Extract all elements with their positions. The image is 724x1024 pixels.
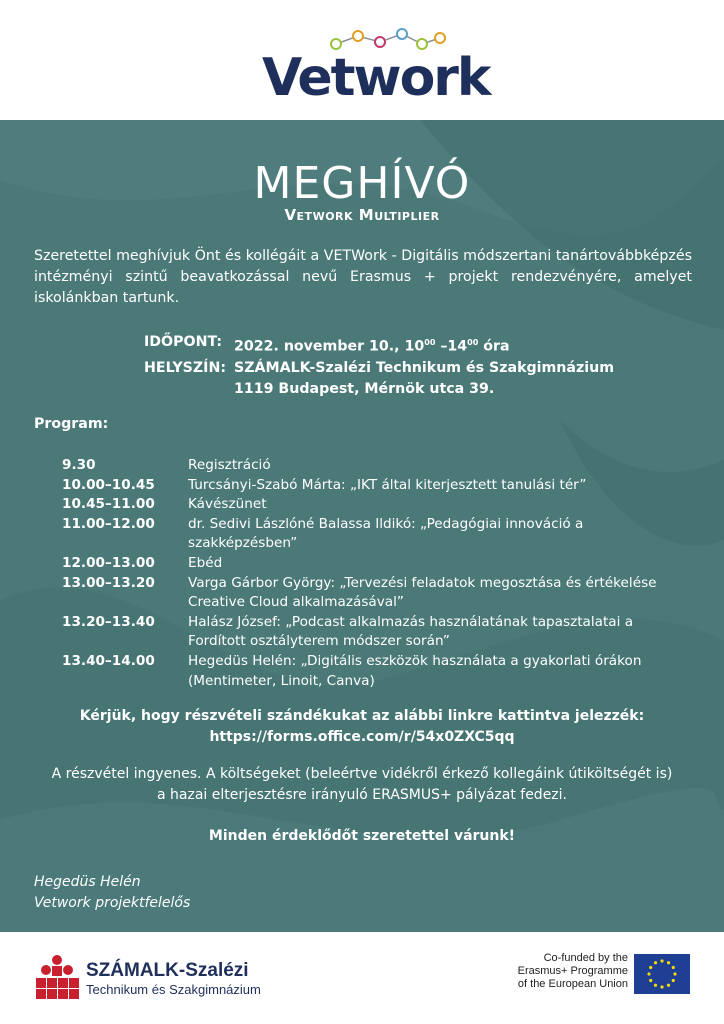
welcome-line: Minden érdeklődőt szeretettel várunk!	[208, 828, 516, 844]
cost-note-line1: A részvétel ingyenes. A költségeket (beleértve vidékről érkező kollegáink útiköltségét is)	[51, 766, 673, 782]
school-subtitle: Technikum és Szakgimnázium	[86, 982, 261, 997]
program-time: 10.00–10.45	[62, 476, 155, 493]
eu-star	[654, 984, 657, 987]
signer-name: Hegedüs Helén	[34, 874, 141, 890]
registration-link[interactable]: https://forms.office.com/r/54x0ZXC5qq	[209, 729, 515, 745]
program-description: Hegedüs Helén: „Digitális eszközök használata a gyakorlati órákon (Mentimeter, Linoit, Canva)	[188, 652, 642, 689]
cost-note	[0, 764, 724, 806]
program-description: Turcsányi-Szabó Márta: „IKT által kiterjesztett tanulási tér”	[188, 476, 587, 493]
eu-star	[672, 966, 675, 969]
eu-star	[660, 959, 663, 962]
signature	[34, 872, 190, 914]
eu-star	[649, 979, 652, 982]
program-row	[62, 554, 702, 574]
event-details	[144, 332, 614, 400]
school-name: SZÁMALK-Szalézi	[86, 960, 249, 981]
vetwork-logo-text: Vetwork	[262, 48, 490, 108]
program-time: 12.00–13.00	[62, 554, 155, 571]
time-label: IDŐPONT:	[144, 334, 223, 350]
program-description: Varga Gárbor György: „Tervezési feladatok megosztása és értékelése Creative Cloud alkalmazásával”	[188, 574, 657, 611]
program-row	[62, 495, 702, 515]
program-time: 13.20–13.40	[62, 613, 155, 630]
address-row	[144, 379, 614, 400]
eu-star	[660, 985, 663, 988]
registration-section	[0, 706, 724, 748]
invitation-title: MEGHÍVÓ	[253, 158, 471, 209]
footer	[0, 932, 724, 1024]
program-row	[62, 476, 702, 496]
program-time: 13.00–13.20	[62, 574, 155, 591]
program-time: 10.45–11.00	[62, 496, 155, 513]
program-description: Halász József: „Podcast alkalmazás használatának tapasztalatai a Fordított osztályterem módszer során”	[188, 613, 634, 650]
registration-text: Kérjük, hogy részvételi szándékukat az alábbi linkre kattintva jelezzék:	[79, 708, 645, 724]
vetwork-logo	[262, 24, 490, 110]
eu-star	[649, 966, 652, 969]
place-name: SZÁMALK-Szalézi Technikum és Szakgimnázium	[234, 359, 614, 376]
place-label: HELYSZÍN:	[144, 359, 226, 376]
place-row	[144, 358, 614, 379]
program-time: 9.30	[62, 457, 96, 473]
program-description: dr. Sedivi Lászlóné Balassa Ildikó: „Pedagógiai innováció a szakképzésben”	[188, 515, 584, 552]
program-time: 11.00–12.00	[62, 515, 155, 532]
program-description: Kávészünet	[188, 496, 267, 513]
eu-star	[667, 984, 670, 987]
invitation-subtitle: Vetwork Multiplier	[284, 206, 440, 224]
program-row	[62, 652, 702, 691]
program-row	[62, 613, 702, 652]
program-row	[62, 456, 702, 476]
place-address: 1119 Budapest, Mérnök utca 39.	[234, 380, 495, 397]
program-row	[62, 515, 702, 554]
program-description: Ebéd	[188, 554, 223, 571]
time-row	[144, 332, 614, 358]
program-time: 13.40–14.00	[62, 652, 155, 669]
program-heading: Program:	[34, 416, 109, 432]
program-description: Regisztráció	[188, 457, 271, 473]
time-value: 2022. november 10., $10^{00}$ $-14^{00}$ óra	[234, 338, 510, 355]
signer-role: Vetwork projektfelelős	[34, 895, 191, 911]
eu-cofunding-text: Co-funded by the Erasmus+ Programme of the European Union	[517, 952, 628, 990]
program-row	[62, 574, 702, 613]
eu-star	[673, 972, 676, 975]
invitation-panel	[0, 120, 724, 932]
eu-flag-icon	[634, 954, 690, 994]
eu-star	[654, 961, 657, 964]
eu-star	[667, 961, 670, 964]
eu-star	[672, 979, 675, 982]
school-logo-icon	[34, 954, 80, 1000]
program-list	[62, 456, 702, 691]
intro-paragraph: Szeretettel meghívjuk Önt és kollégáit a VETWork - Digitális módszertani tanártovábbképzés intézményi szintű beavatkozással nevű Erasmus + projekt rendezvényére, amelyet iskolánkban tartunk.	[34, 248, 692, 306]
cost-note-line2: a hazai elterjesztésre irányuló ERASMUS+ pályázat fedezi.	[156, 787, 567, 803]
invitation-content	[0, 120, 724, 932]
header	[0, 0, 724, 120]
eu-star	[647, 972, 650, 975]
